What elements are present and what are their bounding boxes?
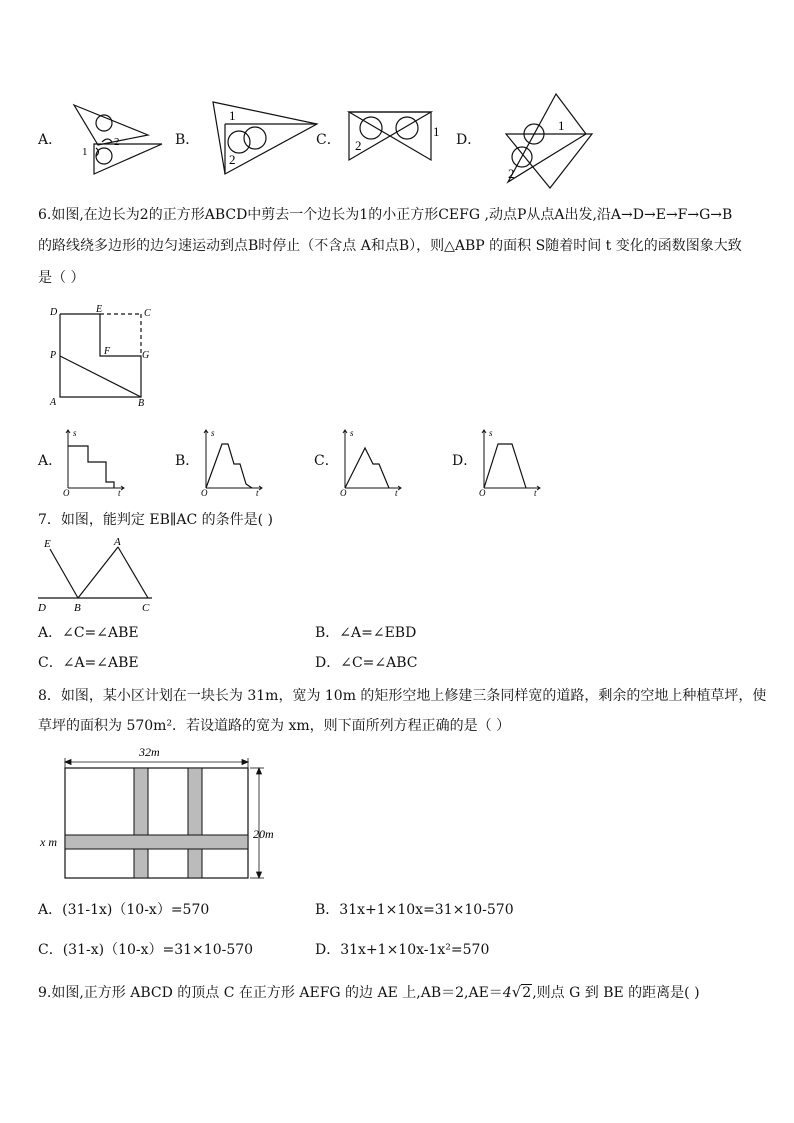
q7-label-b: B: [74, 602, 81, 614]
q6-label-f: F: [104, 346, 111, 357]
q7-option-c[interactable]: C．∠A=∠ABE: [38, 655, 139, 671]
q6-graph-d: [476, 428, 546, 498]
q8-label-road: x m: [40, 835, 57, 849]
q5-option-c-label: C．: [316, 132, 341, 148]
q6-label-a: A: [50, 397, 57, 408]
q6-stem-line-1: 6.如图,在边长为2的正方形ABCD中剪去一个边长为1的小正方形CEFG ,动点P从点A出发,沿A→D→E→F→G→B: [38, 207, 733, 223]
q9-stem-before: 9.如图,正方形 ABCD 的顶点 C 在正方形 AEFG 的边 AE 上,AB＝2,AE＝: [38, 985, 503, 1001]
q6-graph-c: [337, 428, 407, 498]
q6-graph-c-o: O: [340, 488, 347, 498]
q8-label-height: 20m: [253, 827, 274, 841]
q7-stem: 7．如图，能判定 EB∥AC 的条件是( ): [38, 512, 273, 528]
q6-graph-a-o: O: [63, 488, 70, 498]
q5-b-angle-2: 2: [229, 152, 236, 167]
q5-d-angle-2: 2: [508, 166, 515, 181]
q6-graph-c-t: t: [395, 488, 398, 498]
q8-option-a[interactable]: A．(31-1x)（10-x）=570: [38, 902, 210, 918]
q7-label-c: C: [142, 602, 150, 614]
q6-option-b-label: B．: [175, 453, 200, 469]
q5-c-angle-2: 2: [355, 138, 362, 153]
q5-option-d-label: D．: [456, 132, 482, 148]
q7-label-a: A: [114, 536, 121, 548]
q6-graph-d-t: t: [534, 488, 537, 498]
q6-option-c-label: C．: [314, 453, 339, 469]
q5-option-a-label: A．: [38, 132, 63, 148]
q5-figure-a: [70, 100, 170, 180]
q8-option-d[interactable]: D．31x+1×10x-1x²=570: [315, 942, 490, 958]
sqrt-icon: √: [511, 983, 522, 1001]
q6-label-c: C: [144, 308, 151, 319]
q6-label-g: G: [142, 350, 150, 361]
q9-sqrt-radicand: 2: [522, 985, 532, 1001]
q6-graph-b-o: O: [201, 488, 208, 498]
q7-option-b[interactable]: B．∠A=∠EBD: [315, 625, 417, 641]
q8-stem-line-2: 草坪的面积为 570m²．若设道路的宽为 xm，则下面所列方程正确的是（ ）: [38, 718, 511, 734]
q5-figure-c: [345, 108, 445, 168]
q6-graph-a: [60, 428, 130, 498]
q6-stem-line-2: 的路线绕多边形的边匀速运动到点B时停止（不含点 A和点B），则△ABP 的面积 S随着时间 t 变化的函数图象大致: [38, 238, 742, 254]
q8-option-c[interactable]: C．(31-x)（10-x）=31×10-570: [38, 942, 254, 958]
q6-label-d: D: [50, 307, 58, 318]
q6-graph-a-s: s: [73, 428, 77, 438]
q5-figure-b: [205, 98, 325, 178]
q6-graph-d-o: O: [479, 488, 486, 498]
q6-graph-d-s: s: [489, 428, 493, 438]
q7-figure: [34, 535, 164, 615]
q8-figure: [38, 740, 288, 885]
q8-option-b[interactable]: B．31x+1×10x=31×10-570: [315, 902, 514, 918]
q5-c-angle-1: 1: [433, 124, 440, 139]
q9-sqrt-coef: 4: [502, 985, 512, 1001]
q5-a-angle-2: 2: [114, 136, 120, 148]
q7-label-e: E: [44, 538, 51, 550]
q7-option-a[interactable]: A．∠C=∠ABE: [38, 625, 139, 641]
q6-label-b: B: [138, 398, 145, 409]
q5-figure-d: [500, 92, 600, 192]
q8-label-width: 32m: [139, 745, 160, 759]
q7-label-d: D: [38, 602, 46, 614]
q8-stem-line-1: 8．如图，某小区计划在一块长为 31m，宽为 10m 的矩形空地上修建三条同样宽的道路，剩余的空地上种植草坪，使: [38, 688, 767, 704]
q5-option-b-label: B．: [175, 132, 200, 148]
q6-stem-line-3: 是（ ）: [38, 270, 85, 286]
q7-option-d[interactable]: D．∠C=∠ABC: [315, 655, 418, 671]
q5-b-angle-1: 1: [229, 108, 236, 123]
q9-stem: [38, 983, 700, 1002]
q6-graph-a-t: t: [118, 488, 121, 498]
q6-label-e: E: [96, 304, 103, 315]
q6-graph-b: [198, 428, 268, 498]
q6-label-p: P: [50, 350, 57, 361]
q6-option-a-label: A．: [38, 453, 63, 469]
q6-graph-c-s: s: [350, 428, 354, 438]
q9-stem-after: ,则点 G 到 BE 的距离是( ): [532, 985, 700, 1001]
q5-d-angle-1: 1: [558, 118, 565, 133]
q6-option-d-label: D．: [452, 453, 478, 469]
q6-graph-b-t: t: [256, 488, 259, 498]
q5-a-angle-1: 1: [82, 146, 88, 158]
q6-graph-b-s: s: [211, 428, 215, 438]
q6-figure: [46, 302, 166, 412]
